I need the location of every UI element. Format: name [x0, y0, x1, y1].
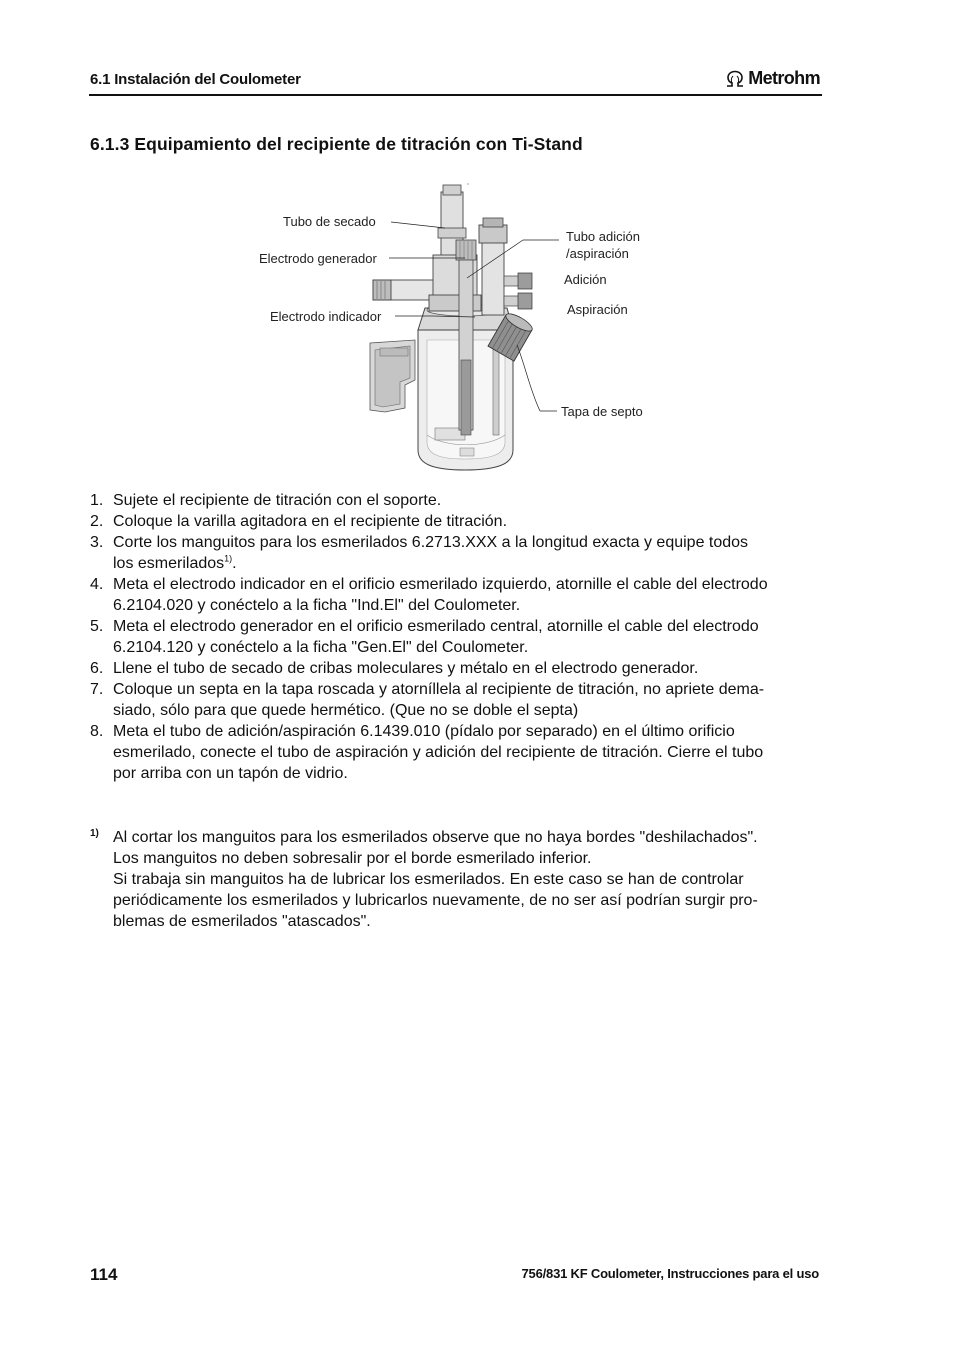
footnote-line: periódicamente los esmerilados y lubricarlos nuevamente, de no ser así podrían surgir pro-: [113, 892, 758, 909]
step-text: siado, sólo para que quede hermético. (Que no se doble el septa): [113, 702, 579, 719]
section-heading: 6.1.3 Equipamiento del recipiente de titración con Ti-Stand: [90, 134, 583, 154]
label-electrodo-generador: Electrodo generador: [259, 251, 377, 266]
step-item: [90, 532, 830, 574]
step-item: [90, 490, 830, 511]
step-text-tail: .: [232, 555, 237, 572]
footnote: [90, 827, 830, 932]
step-number: 5.: [90, 618, 104, 635]
step-text: Meta el electrodo indicador en el orificio esmerilado izquierdo, atornille el cable del electrodo: [113, 576, 768, 593]
footnote-line: Los manguitos no deben sobresalir por el borde esmerilado inferior.: [113, 850, 592, 867]
header-section-title: 6.1 Instalación del Coulometer: [90, 71, 301, 88]
step-item: [90, 574, 830, 616]
instruction-steps: [90, 490, 830, 784]
step-text: Coloque la varilla agitadora en el recipiente de titración.: [113, 513, 508, 530]
metrohm-logo: [725, 68, 820, 89]
step-item: [90, 679, 830, 721]
step-item: [90, 616, 830, 658]
logo-text: Metrohm: [748, 68, 820, 88]
step-number: 6.: [90, 660, 104, 677]
label-tubo-secado: Tubo de secado: [283, 214, 376, 229]
footnote-body: [113, 827, 830, 932]
omega-logo-icon: [725, 70, 745, 88]
step-text: Meta el electrodo generador en el orificio esmerilado central, atornille el cable del electrodo: [113, 618, 759, 635]
step-number: 7.: [90, 681, 104, 698]
page-number: 114: [90, 1265, 118, 1284]
step-text: Meta el tubo de adición/aspiración 6.1439.010 (pídalo por separado) en el último orificio: [113, 723, 735, 740]
page-header: [89, 70, 822, 96]
step-number: 8.: [90, 723, 104, 740]
label-adicion: Adición: [564, 272, 607, 287]
step-item: [90, 658, 830, 679]
titration-vessel-figure: [255, 180, 665, 475]
label-tapa-septo: Tapa de septo: [561, 404, 643, 419]
step-text: Corte los manguitos para los esmerilados 6.2713.XXX a la longitud exacta y equipe todos: [113, 534, 749, 551]
step-text: esmerilado, conecte el tubo de aspiración y adición del recipiente de titración. Cierre el tubo: [113, 744, 764, 761]
footnote-line: Si trabaja sin manguitos ha de lubricar los esmerilados. En este caso se han de controlar: [113, 871, 744, 888]
step-item: [90, 511, 830, 532]
step-number: 1.: [90, 492, 104, 509]
step-text: 6.2104.120 y conéctelo a la ficha "Gen.El" del Coulometer.: [113, 639, 529, 656]
footnote-mark: 1): [90, 828, 99, 839]
step-text: 6.2104.020 y conéctelo a la ficha "Ind.El" del Coulometer.: [113, 597, 521, 614]
label-aspiracion: Aspiración: [567, 302, 628, 317]
step-item: [90, 721, 830, 784]
footer-document-title: 756/831 KF Coulometer, Instrucciones para el uso: [521, 1266, 819, 1281]
label-tubo-adicion: Tubo adición: [566, 229, 640, 244]
step-text: por arriba con un tapón de vidrio.: [113, 765, 348, 782]
footnote-reference: 1): [224, 553, 233, 564]
footnote-line: blemas de esmerilados "atascados".: [113, 913, 371, 930]
step-number: 2.: [90, 513, 104, 530]
label-aspiracion-suffix: /aspiración: [566, 246, 629, 261]
step-text: Coloque un septa en la tapa roscada y atorníllela al recipiente de titración, no apriete dema-: [113, 681, 765, 698]
step-text: los esmerilados: [113, 555, 225, 572]
step-text: Sujete el recipiente de titración con el soporte.: [113, 492, 442, 509]
label-electrodo-indicador: Electrodo indicador: [270, 309, 382, 324]
step-number: 4.: [90, 576, 104, 593]
footnote-line: Al cortar los manguitos para los esmerilados observe que no haya bordes "deshilachados".: [113, 829, 758, 846]
step-text: Llene el tubo de secado de cribas moleculares y métalo en el electrodo generador.: [113, 660, 699, 677]
step-number: 3.: [90, 534, 104, 551]
